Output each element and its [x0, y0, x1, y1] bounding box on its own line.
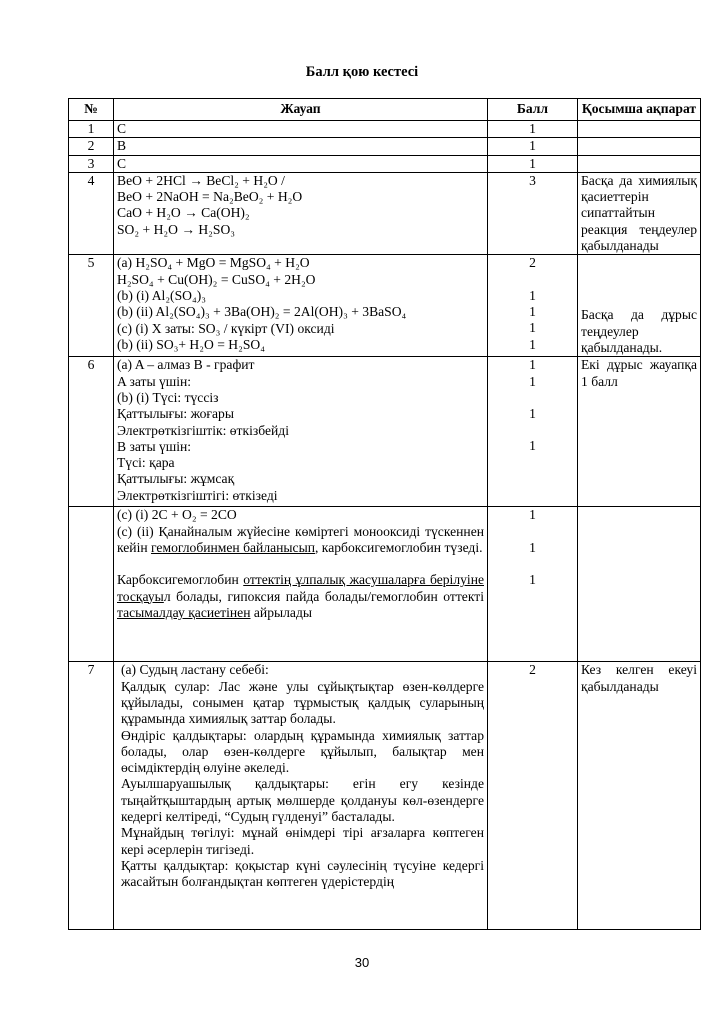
- answer-line: (b) (i) Al₂(SO₄)₃: [117, 287, 206, 303]
- extra-cell: [578, 255, 701, 357]
- answer-line: (b) (ii) Al₂(SO₄)₃ + 3Ba(OH)₂ = 2Al(OH)₃ + 3BaSO₄: [117, 304, 407, 320]
- score-table: [68, 98, 701, 930]
- score-cell: [488, 255, 578, 357]
- extra-cell: [578, 121, 701, 138]
- answer-line: (b) (i) Түсі: түссіз: [117, 389, 219, 405]
- table-row: [69, 255, 701, 357]
- answer-cell: C: [114, 155, 488, 172]
- extra-cell: Екі дұрыс жауапқа 1 балл: [578, 357, 701, 507]
- answer-line: (а) Судың ластану себебі:: [121, 662, 269, 678]
- table-row: [69, 662, 701, 930]
- answer-paragraph: Қатты қалдықтар: қоқыстар күні сәулесінің түсуіне кедергі жасайтын болғандықтан көптеген үдерістердің: [121, 857, 484, 890]
- answer-line: (a) H₂SO₄ + MgO = MgSO₄ + H₂O: [117, 255, 310, 271]
- score-cell: 1: [488, 138, 578, 155]
- extra-cell: [578, 507, 701, 662]
- table-row: [69, 121, 701, 138]
- score-value: 1: [529, 373, 536, 389]
- page-title: Балл қою кестесі: [305, 64, 419, 80]
- table-row: [69, 357, 701, 507]
- extra-cell: Басқа да химиялық қасиеттерін сипаттайтын реакция теңдеулер қабылданады: [578, 172, 701, 254]
- answer-line: B заты үшін:: [117, 438, 192, 454]
- row-number: 2: [69, 138, 114, 155]
- table-row: [69, 507, 701, 662]
- score-cell: 1: [488, 121, 578, 138]
- answer-line: Түсі: қара: [117, 455, 175, 471]
- score-value: 1: [529, 303, 536, 319]
- score-value: 1: [529, 287, 536, 303]
- answer-paragraph: Өндіріс қалдықтары: олардың құрамында химиялық заттар болады, олар өзен-көлдерге құйылып, балықтар мен өсімдіктердің өлуіне әкеледі.: [121, 727, 484, 776]
- score-cell: 1: [488, 155, 578, 172]
- row-number: 3: [69, 155, 114, 172]
- answer-line: SO₂ + H₂O → H₂SO₃: [117, 221, 236, 237]
- answer-line: BeO + 2HCl → BeCl₂ + H₂O /: [117, 172, 285, 188]
- table-row: [69, 155, 701, 172]
- score-cell: [488, 507, 578, 662]
- score-value: 1: [529, 539, 536, 555]
- answer-line: Электрөткізгіштік: өткізбейді: [117, 422, 289, 438]
- answer-line: (b) (ii) SO₃+ H₂O = H₂SO₄: [117, 336, 265, 352]
- extra-cell: [578, 138, 701, 155]
- answer-line: (c) (i) 2C + O₂ = 2CO: [117, 507, 237, 523]
- answer-cell: B: [114, 138, 488, 155]
- extra-note: Басқа да дұрыс теңдеулер қабылданады.: [581, 307, 697, 356]
- row-number: [69, 507, 114, 662]
- answer-line: BeO + 2NaOH = Na₂BeO₂ + H₂O: [117, 189, 303, 205]
- answer-line: H₂SO₄ + Cu(OH)₂ = CuSO₄ + 2H₂O: [117, 271, 316, 287]
- answer-line: (a) A – алмаз B - графит: [117, 357, 255, 373]
- score-value: 1: [529, 357, 536, 373]
- answer-cell: C: [114, 121, 488, 138]
- answer-line: CaO + H₂O → Ca(OH)₂: [117, 205, 250, 221]
- answer-cell: [114, 662, 488, 930]
- answer-line: A заты үшін:: [117, 373, 192, 389]
- row-number: 4: [69, 172, 114, 254]
- table-row: [69, 172, 701, 254]
- score-cell: 3: [488, 172, 578, 254]
- row-number: 7: [69, 662, 114, 930]
- answer-paragraph: (c) (ii) Қанайналым жүйесіне көміртегі монооксиді түскеннен кейін гемоглобинмен байланысып, карбоксигемоглобин түзеді.: [117, 523, 484, 555]
- score-value: 2: [529, 255, 536, 271]
- score-value: 1: [529, 320, 536, 336]
- table-row: [69, 138, 701, 155]
- answer-paragraph: Ауылшаруашылық қалдықтары: егін егу кезінде тыңайтқыштардың артық мөлшерде қолдануы көл-өзендерге кедергі келтіреді, “Судың гүлденуі” басталады.: [121, 776, 484, 825]
- header-extra: Қосымша ақпарат: [578, 99, 701, 121]
- score-value: 1: [529, 571, 536, 587]
- row-number: 5: [69, 255, 114, 357]
- extra-cell: [578, 155, 701, 172]
- header-num: №: [69, 99, 114, 121]
- answer-paragraph: Карбоксигемоглобин оттектің ұлпалық жасушаларға берілуіне тосқауыл болады, гипоксия пайда болады/гемоглобин оттекті тасымалдау қасиетінен айрылады: [117, 572, 485, 620]
- extra-cell: Кез келген екеуі қабылданады: [578, 662, 701, 930]
- answer-line: (c) (i) X заты: SO₃ / күкірт (VI) оксиді: [117, 320, 335, 336]
- score-cell: [488, 357, 578, 507]
- score-cell: 2: [488, 662, 578, 930]
- answer-paragraph: Қалдық сулар: Лас және улы сұйықтықтар өзен-көлдерге құйылады, сонымен қатар тұрмыстық қалдық суларының құрамында химиялық заттар болады.: [121, 678, 484, 727]
- score-value: 1: [529, 336, 536, 352]
- page-number: 30: [354, 955, 370, 970]
- answer-cell: [114, 172, 488, 254]
- answer-paragraph: Мұнайдың төгілуі: мұнай өнімдері тірі ағзаларға көптеген кері әсерлерін тигізеді.: [121, 825, 484, 857]
- answer-cell: [114, 255, 488, 357]
- score-value: 1: [529, 507, 536, 523]
- header-score: Балл: [488, 99, 578, 121]
- score-value: 1: [529, 405, 536, 421]
- row-number: 1: [69, 121, 114, 138]
- answer-line: Қаттылығы: жоғары: [117, 406, 234, 422]
- answer-line: Қаттылығы: жұмсақ: [117, 471, 235, 487]
- header-answer: Жауап: [114, 99, 488, 121]
- answer-cell: [114, 507, 488, 662]
- score-value: 1: [529, 438, 536, 454]
- answer-line: Электрөткізгіштігі: өткізеді: [117, 487, 278, 503]
- answer-cell: [114, 357, 488, 507]
- table-header-row: [69, 99, 701, 121]
- row-number: 6: [69, 357, 114, 507]
